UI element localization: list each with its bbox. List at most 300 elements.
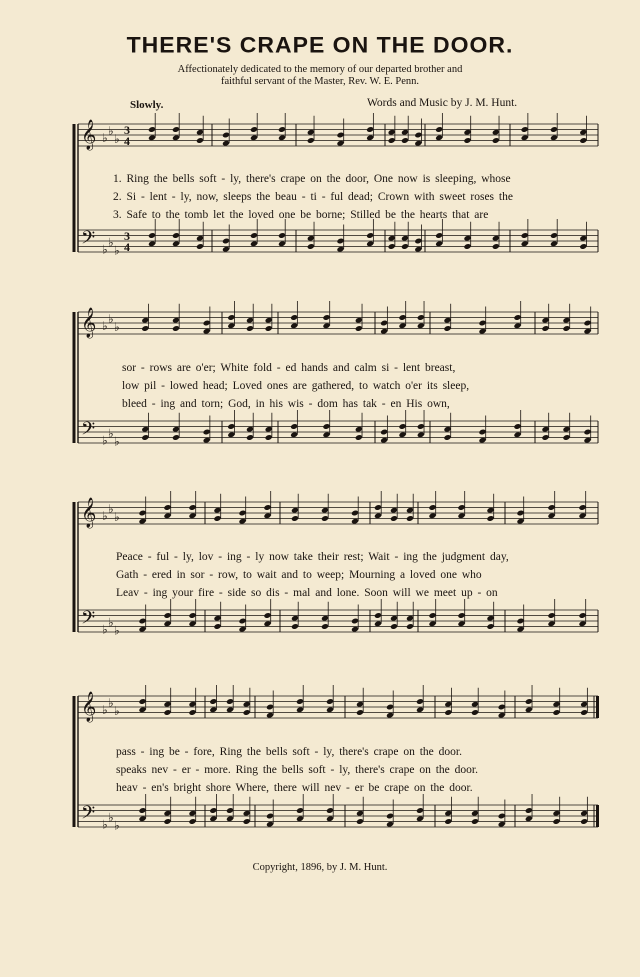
note-head (250, 134, 258, 141)
note-head (355, 325, 363, 332)
note-head (516, 626, 524, 633)
lyric-s4-v1: pass - ing be - fore, Ring the bells soft - ly, there's crape on the door. (116, 746, 462, 758)
note-head (492, 129, 500, 136)
flat-sign: ♭ (114, 818, 120, 833)
note-head (471, 701, 479, 708)
note-head (386, 704, 394, 711)
note-head (457, 512, 465, 519)
note-head (428, 620, 436, 627)
note-head (380, 328, 388, 335)
note-head (278, 240, 286, 247)
note-head (278, 134, 286, 141)
time-signature-bottom: 4 (124, 240, 130, 254)
note-head (550, 240, 558, 247)
lyric-s2-v2: low pil - lowed head; Loved ones are gathered, to watch o'er its sleep, (122, 380, 470, 392)
lyric-s2-v3: bleed - ing and torn; God, in his wis - dom has tak - en His own, (122, 398, 450, 410)
note-head (355, 317, 363, 324)
note-head (172, 232, 180, 239)
note-head (307, 129, 315, 136)
note-head (356, 818, 364, 825)
note-head (388, 137, 396, 144)
note-head (196, 129, 204, 136)
note-head (138, 618, 146, 625)
note-head (443, 426, 451, 433)
note-head (414, 140, 422, 147)
flat-sign: ♭ (102, 242, 108, 257)
note-head (265, 434, 273, 441)
dedication-line-1: Affectionately dedicated to the memory of our departed brother and (177, 64, 463, 75)
note-head (583, 320, 591, 327)
note-head (444, 709, 452, 716)
hymn-title: THERE'S CRAPE ON THE DOOR. (126, 32, 514, 58)
note-head (498, 712, 506, 719)
note-head (138, 518, 146, 525)
note-head (148, 240, 156, 247)
note-head (562, 325, 570, 332)
note-head (326, 698, 334, 705)
note-head (521, 240, 529, 247)
note-head (290, 423, 298, 430)
note-head (263, 620, 271, 627)
flat-sign: ♭ (114, 243, 120, 258)
note-head (172, 317, 180, 324)
note-head (374, 504, 382, 511)
tempo-marking: Slowly. (130, 99, 164, 111)
note-head (443, 325, 451, 332)
note-head (227, 423, 235, 430)
note-head (416, 706, 424, 713)
note-head (401, 243, 409, 250)
bass-clef: 𝄢 (81, 228, 96, 253)
treble-clef: 𝄞 (81, 308, 97, 338)
note-head (513, 314, 521, 321)
note-head (390, 623, 398, 630)
note-head (278, 126, 286, 133)
note-head (265, 317, 273, 324)
note-head (521, 232, 529, 239)
note-head (435, 134, 443, 141)
note-head (356, 709, 364, 716)
note-head (414, 246, 422, 253)
note-head (401, 129, 409, 136)
note-head (291, 615, 299, 622)
note-head (380, 429, 388, 436)
note-head (209, 807, 217, 814)
lyric-s3-v1: Peace - ful - ly, lov - ing - ly now take their rest; Wait - ing the judgment day, (116, 551, 509, 563)
note-head (291, 515, 299, 522)
note-head (188, 504, 196, 511)
note-head (351, 518, 359, 525)
note-head (290, 322, 298, 329)
note-head (222, 132, 230, 139)
note-head (266, 813, 274, 820)
note-head (417, 322, 425, 329)
final-barline-thick (596, 696, 599, 718)
note-head (238, 618, 246, 625)
note-head (416, 815, 424, 822)
note-head (321, 507, 329, 514)
lyric-s4-v3: heav - en's bright shore Where, there will nev - er be crape on the door. (116, 782, 473, 794)
note-head (263, 512, 271, 519)
dedication-line-2: faithful servant of the Master, Rev. W. E. Penn. (220, 76, 420, 87)
note-head (463, 129, 471, 136)
note-head (428, 612, 436, 619)
note-head (478, 328, 486, 335)
note-head (498, 813, 506, 820)
note-head (390, 615, 398, 622)
note-head (209, 698, 217, 705)
note-head (278, 232, 286, 239)
note-head (416, 807, 424, 814)
note-head (552, 701, 560, 708)
note-head (296, 807, 304, 814)
note-head (163, 810, 171, 817)
note-head (406, 623, 414, 630)
note-head (209, 815, 217, 822)
note-head (428, 512, 436, 519)
note-head (141, 426, 149, 433)
note-head (386, 821, 394, 828)
note-head (547, 512, 555, 519)
note-head (406, 615, 414, 622)
flat-sign: ♭ (102, 622, 108, 637)
note-head (388, 243, 396, 250)
note-head (516, 618, 524, 625)
note-head (463, 235, 471, 242)
note-head (401, 235, 409, 242)
note-head (492, 137, 500, 144)
note-head (246, 325, 254, 332)
note-head (227, 322, 235, 329)
final-barline-thick (596, 805, 599, 827)
note-head (163, 818, 171, 825)
note-head (521, 126, 529, 133)
note-head (457, 504, 465, 511)
note-head (578, 620, 586, 627)
note-head (203, 320, 211, 327)
flat-sign: ♭ (102, 433, 108, 448)
note-head (552, 709, 560, 716)
note-head (580, 818, 588, 825)
note-head (263, 504, 271, 511)
note-head (290, 314, 298, 321)
note-head (471, 810, 479, 817)
flat-sign: ♭ (102, 508, 108, 523)
note-head (366, 232, 374, 239)
note-head (296, 698, 304, 705)
note-head (250, 126, 258, 133)
note-head (541, 426, 549, 433)
note-head (246, 434, 254, 441)
note-head (266, 821, 274, 828)
composer-credit: Words and Music by J. M. Hunt. (367, 97, 518, 109)
note-head (541, 325, 549, 332)
note-head (172, 126, 180, 133)
note-head (521, 134, 529, 141)
note-head (478, 429, 486, 436)
note-head (263, 612, 271, 619)
note-head (307, 137, 315, 144)
note-head (478, 320, 486, 327)
lyric-s2-v1: sor - rows are o'er; White fold - ed hands and calm si - lent breast, (122, 362, 456, 374)
note-head (290, 431, 298, 438)
note-head (188, 709, 196, 716)
note-head (492, 235, 500, 242)
note-head (417, 314, 425, 321)
note-head (172, 426, 180, 433)
note-head (243, 701, 251, 708)
note-head (196, 137, 204, 144)
note-head (148, 126, 156, 133)
note-head (266, 712, 274, 719)
note-head (516, 510, 524, 517)
flat-sign: ♭ (102, 817, 108, 832)
note-head (525, 706, 533, 713)
note-head (336, 238, 344, 245)
flat-sign: ♭ (108, 311, 114, 326)
note-head (188, 612, 196, 619)
flat-sign: ♭ (102, 130, 108, 145)
note-head (196, 243, 204, 250)
note-head (148, 134, 156, 141)
note-head (486, 615, 494, 622)
bass-clef: 𝄢 (81, 419, 96, 444)
flat-sign: ♭ (114, 320, 120, 335)
note-head (336, 132, 344, 139)
note-head (307, 235, 315, 242)
note-head (525, 807, 533, 814)
note-head (326, 807, 334, 814)
note-head (243, 709, 251, 716)
note-head (213, 623, 221, 630)
note-head (141, 317, 149, 324)
note-head (141, 434, 149, 441)
note-head (163, 620, 171, 627)
note-head (562, 426, 570, 433)
note-head (138, 706, 146, 713)
note-head (366, 240, 374, 247)
note-head (580, 810, 588, 817)
note-head (321, 615, 329, 622)
note-head (513, 431, 521, 438)
flat-sign: ♭ (108, 123, 114, 138)
note-head (141, 325, 149, 332)
note-head (226, 698, 234, 705)
note-head (390, 515, 398, 522)
flat-sign: ♭ (108, 695, 114, 710)
note-head (550, 232, 558, 239)
treble-clef: 𝄞 (81, 120, 97, 150)
treble-clef: 𝄞 (81, 498, 97, 528)
lyric-s1-v2: 2. Si - lent - ly, now, sleeps the beau - ti - ful dead; Crown with sweet roses the (113, 191, 513, 203)
note-head (322, 314, 330, 321)
note-head (550, 126, 558, 133)
note-head (398, 423, 406, 430)
note-head (138, 626, 146, 633)
flat-sign: ♭ (108, 235, 114, 250)
note-head (226, 815, 234, 822)
note-head (222, 140, 230, 147)
note-head (250, 232, 258, 239)
note-head (579, 235, 587, 242)
flat-sign: ♭ (114, 623, 120, 638)
note-head (463, 137, 471, 144)
note-head (188, 620, 196, 627)
note-head (366, 126, 374, 133)
note-head (562, 434, 570, 441)
note-head (417, 431, 425, 438)
note-head (322, 322, 330, 329)
note-head (163, 701, 171, 708)
note-head (291, 507, 299, 514)
note-head (238, 626, 246, 633)
note-head (351, 510, 359, 517)
note-head (163, 612, 171, 619)
bass-clef: 𝄢 (81, 803, 96, 828)
note-head (398, 314, 406, 321)
flat-sign: ♭ (114, 704, 120, 719)
note-head (552, 818, 560, 825)
note-head (172, 325, 180, 332)
note-head (550, 134, 558, 141)
note-head (243, 810, 251, 817)
note-head (492, 243, 500, 250)
note-head (580, 701, 588, 708)
note-head (444, 810, 452, 817)
lyric-s1-v3: 3. Safe to the tomb let the loved one be borne; Stilled be the hearts that are (113, 209, 489, 221)
note-head (138, 815, 146, 822)
note-head (498, 704, 506, 711)
note-head (213, 507, 221, 514)
treble-clef: 𝄞 (81, 692, 97, 722)
note-head (213, 515, 221, 522)
note-head (266, 704, 274, 711)
note-head (513, 322, 521, 329)
note-head (163, 709, 171, 716)
note-head (583, 328, 591, 335)
note-head (250, 240, 258, 247)
note-head (386, 712, 394, 719)
note-head (163, 504, 171, 511)
note-head (238, 510, 246, 517)
note-head (196, 235, 204, 242)
note-head (296, 706, 304, 713)
note-head (578, 512, 586, 519)
note-head (498, 821, 506, 828)
flat-sign: ♭ (102, 702, 108, 717)
note-head (326, 706, 334, 713)
bass-clef: 𝄢 (81, 608, 96, 633)
note-head (486, 507, 494, 514)
flat-sign: ♭ (108, 615, 114, 630)
note-head (307, 243, 315, 250)
note-head (203, 429, 211, 436)
note-head (222, 246, 230, 253)
note-head (525, 698, 533, 705)
note-head (227, 431, 235, 438)
note-head (414, 238, 422, 245)
lyric-s4-v2: speaks nev - er - more. Ring the bells soft - ly, there's crape on the door. (116, 764, 478, 776)
note-head (406, 507, 414, 514)
note-head (414, 132, 422, 139)
note-head (322, 431, 330, 438)
note-head (138, 510, 146, 517)
lyric-s1-v1: 1. Ring the bells soft - ly, there's crape on the door, One now is sleeping, whose (113, 173, 511, 185)
note-head (513, 423, 521, 430)
note-head (246, 426, 254, 433)
flat-sign: ♭ (108, 426, 114, 441)
note-head (172, 240, 180, 247)
note-head (478, 437, 486, 444)
note-head (188, 701, 196, 708)
note-head (552, 810, 560, 817)
note-head (188, 810, 196, 817)
note-head (444, 818, 452, 825)
note-head (351, 618, 359, 625)
note-head (435, 240, 443, 247)
note-head (213, 615, 221, 622)
time-signature-top: 3 (124, 229, 130, 243)
flat-sign: ♭ (108, 501, 114, 516)
copyright-notice: Copyright, 1896, by J. M. Hunt. (252, 862, 388, 873)
flat-sign: ♭ (102, 318, 108, 333)
flat-sign: ♭ (114, 132, 120, 147)
time-signature-bottom: 4 (124, 134, 130, 148)
note-head (238, 518, 246, 525)
note-head (351, 626, 359, 633)
note-head (227, 314, 235, 321)
note-head (374, 512, 382, 519)
note-head (265, 426, 273, 433)
note-head (463, 243, 471, 250)
note-head (390, 507, 398, 514)
note-head (172, 134, 180, 141)
note-head (457, 620, 465, 627)
note-head (380, 320, 388, 327)
note-head (578, 612, 586, 619)
note-head (148, 232, 156, 239)
note-head (435, 126, 443, 133)
note-head (374, 620, 382, 627)
note-head (547, 504, 555, 511)
lyric-s3-v2: Gath - ered in sor - row, to wait and to weep; Mourning a loved one who (116, 569, 482, 581)
note-head (265, 325, 273, 332)
note-head (188, 818, 196, 825)
note-head (398, 431, 406, 438)
lyric-s3-v3: Leav - ing your fire - side so dis - mal and lone. Soon will we meet up - on (116, 587, 498, 599)
note-head (296, 815, 304, 822)
note-head (471, 818, 479, 825)
note-head (388, 235, 396, 242)
note-head (246, 317, 254, 324)
note-head (525, 815, 533, 822)
note-head (172, 434, 180, 441)
note-head (486, 515, 494, 522)
note-head (355, 426, 363, 433)
note-head (435, 232, 443, 239)
note-head (188, 512, 196, 519)
flat-sign: ♭ (108, 810, 114, 825)
note-head (356, 810, 364, 817)
note-head (516, 518, 524, 525)
note-head (203, 328, 211, 335)
note-head (291, 623, 299, 630)
note-head (321, 515, 329, 522)
note-head (138, 807, 146, 814)
note-head (322, 423, 330, 430)
note-head (209, 706, 217, 713)
flat-sign: ♭ (114, 510, 120, 525)
